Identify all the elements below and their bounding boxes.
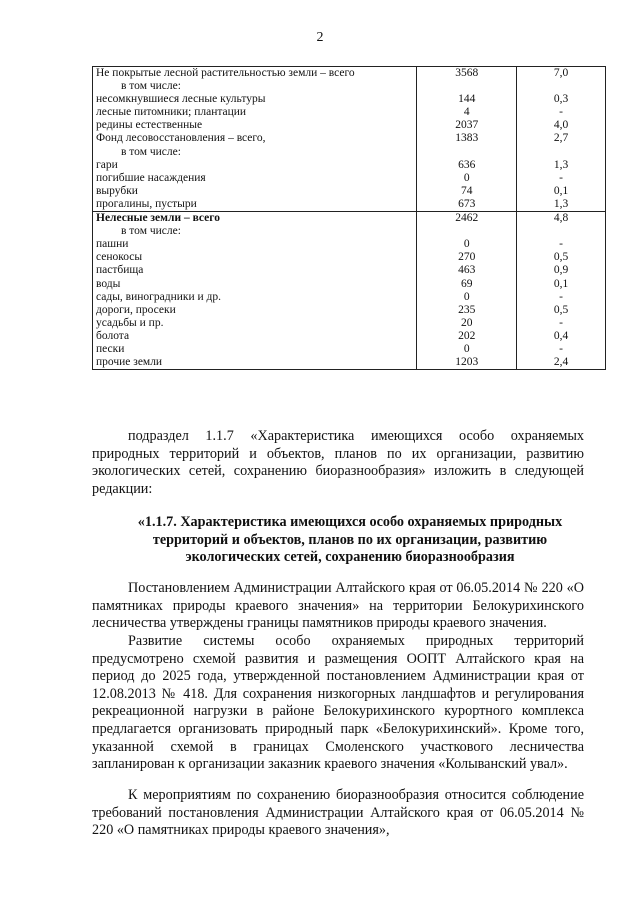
row-percent-cell: 0,5 xyxy=(517,304,606,317)
paragraph-resolution: Постановлением Администрации Алтайского края от 06.05.2014 № 220 «О памятниках природы краевого значения» на территории Белокурихинского лесничества утверждены границы памятников природы краевого значения. xyxy=(92,580,584,632)
table-row xyxy=(93,106,606,119)
row-name-cell: Фонд лесовосстановления – всего, xyxy=(93,132,417,145)
paragraph-subsection-intro: подраздел 1.1.7 «Характеристика имеющихся особо охраняемых природных территорий и объектов, планов по их организации, развитию экологических сетей, сохранению биоразнообразия» изложить в следующей редакции: xyxy=(92,428,584,497)
paragraph-development: Развитие системы особо охраняемых природных территорий предусмотрено схемой развития и размещения ООПТ Алтайского края на период до 2025 года, утвержденной постановлением Администрации края от 12.08.2013 № 418. Для сохранения низкогорных ландшафтов и регулирования рекреационной нагрузки в районе Белокурихинского курортного комплекса предлагается организовать природный парк «Белокурихинский». Кроме того, указанной схемой в границах Смоленского участкового лесничества запланирован к организации заказник краевого значения «Колыванский увал». xyxy=(92,633,584,773)
row-percent-cell: 1,3 xyxy=(517,159,606,172)
row-percent-cell xyxy=(517,80,606,93)
row-area-cell: 673 xyxy=(417,198,517,212)
table-row xyxy=(93,172,606,185)
row-percent-cell: 1,3 xyxy=(517,198,606,212)
table-row xyxy=(93,330,606,343)
row-area-cell: 0 xyxy=(417,172,517,185)
row-name-cell: воды xyxy=(93,278,417,291)
row-name-cell: в том числе: xyxy=(93,225,417,238)
row-area-cell: 1383 xyxy=(417,132,517,145)
row-percent-cell xyxy=(517,225,606,238)
row-name-cell: несомкнувшиеся лесные культуры xyxy=(93,93,417,106)
table-row xyxy=(93,278,606,291)
row-name-cell: дороги, просеки xyxy=(93,304,417,317)
row-percent-cell: 0,9 xyxy=(517,264,606,277)
row-name-cell: погибшие насаждения xyxy=(93,172,417,185)
land-categories-table xyxy=(92,66,606,370)
row-percent-cell: - xyxy=(517,317,606,330)
row-percent-cell: - xyxy=(517,172,606,185)
row-name-cell: сады, виноградники и др. xyxy=(93,291,417,304)
table-row xyxy=(93,291,606,304)
row-area-cell: 636 xyxy=(417,159,517,172)
row-area-cell: 270 xyxy=(417,251,517,264)
table-row xyxy=(93,264,606,277)
row-name-cell: сенокосы xyxy=(93,251,417,264)
table-row xyxy=(93,159,606,172)
table-row xyxy=(93,317,606,330)
row-area-cell: 2462 xyxy=(417,212,517,226)
table-row xyxy=(93,80,606,93)
row-percent-cell: 0,5 xyxy=(517,251,606,264)
row-area-cell: 69 xyxy=(417,278,517,291)
row-percent-cell: - xyxy=(517,238,606,251)
table-row xyxy=(93,93,606,106)
row-percent-cell: - xyxy=(517,343,606,356)
row-name-cell: пастбища xyxy=(93,264,417,277)
row-name-cell: в том числе: xyxy=(93,146,417,159)
row-percent-cell: 4,0 xyxy=(517,119,606,132)
table-row xyxy=(93,238,606,251)
row-area-cell: 0 xyxy=(417,343,517,356)
row-percent-cell: 7,0 xyxy=(517,67,606,81)
table-row xyxy=(93,343,606,356)
row-area-cell: 4 xyxy=(417,106,517,119)
page-number: 2 xyxy=(316,30,324,45)
row-area-cell: 1203 xyxy=(417,356,517,370)
row-name-cell: болота xyxy=(93,330,417,343)
row-name-cell: Не покрытые лесной растительностью земли – всего xyxy=(93,67,417,81)
section-heading: «1.1.7. Характеристика имеющихся особо охраняемых природных территорий и объектов, планов по их организации, развитию экологических сетей, сохранению биоразнообразия xyxy=(137,514,563,566)
row-area-cell: 144 xyxy=(417,93,517,106)
row-percent-cell: 2,4 xyxy=(517,356,606,370)
table-row xyxy=(93,251,606,264)
table-row xyxy=(93,146,606,159)
table-row xyxy=(93,212,606,226)
table-row xyxy=(93,119,606,132)
row-percent-cell xyxy=(517,146,606,159)
paragraph-measures: К мероприятиям по сохранению биоразнообразия относится соблюдение требований постановления Администрации Алтайского края от 06.05.2014 № 220 «О памятниках природы краевого значения», xyxy=(92,787,584,839)
table-body xyxy=(93,67,606,370)
row-name-cell: пашни xyxy=(93,238,417,251)
row-area-cell: 20 xyxy=(417,317,517,330)
row-area-cell: 2037 xyxy=(417,119,517,132)
row-area-cell: 235 xyxy=(417,304,517,317)
row-name-cell: прогалины, пустыри xyxy=(93,198,417,212)
row-name-cell: усадьбы и пр. xyxy=(93,317,417,330)
table-row xyxy=(93,185,606,198)
row-name-cell: пески xyxy=(93,343,417,356)
row-percent-cell: - xyxy=(517,291,606,304)
table-row xyxy=(93,67,606,81)
row-name-cell: гари xyxy=(93,159,417,172)
row-area-cell: 3568 xyxy=(417,67,517,81)
row-name-cell: лесные питомники; плантации xyxy=(93,106,417,119)
row-percent-cell: 4,8 xyxy=(517,212,606,226)
row-name-cell: прочие земли xyxy=(93,356,417,370)
row-area-cell: 202 xyxy=(417,330,517,343)
row-percent-cell: - xyxy=(517,106,606,119)
table-row xyxy=(93,132,606,145)
row-area-cell: 74 xyxy=(417,185,517,198)
table-row xyxy=(93,198,606,212)
table-row xyxy=(93,225,606,238)
row-percent-cell: 2,7 xyxy=(517,132,606,145)
row-area-cell: 463 xyxy=(417,264,517,277)
row-percent-cell: 0,1 xyxy=(517,278,606,291)
table-row xyxy=(93,304,606,317)
row-name-cell: редины естественные xyxy=(93,119,417,132)
row-area-cell: 0 xyxy=(417,291,517,304)
row-area-cell xyxy=(417,80,517,93)
row-percent-cell: 0,1 xyxy=(517,185,606,198)
row-name-cell: в том числе: xyxy=(93,80,417,93)
row-name-cell: вырубки xyxy=(93,185,417,198)
row-area-cell: 0 xyxy=(417,238,517,251)
row-area-cell xyxy=(417,146,517,159)
table-row xyxy=(93,356,606,370)
row-percent-cell: 0,3 xyxy=(517,93,606,106)
row-percent-cell: 0,4 xyxy=(517,330,606,343)
row-area-cell xyxy=(417,225,517,238)
row-name-cell: Нелесные земли – всего xyxy=(93,212,417,226)
